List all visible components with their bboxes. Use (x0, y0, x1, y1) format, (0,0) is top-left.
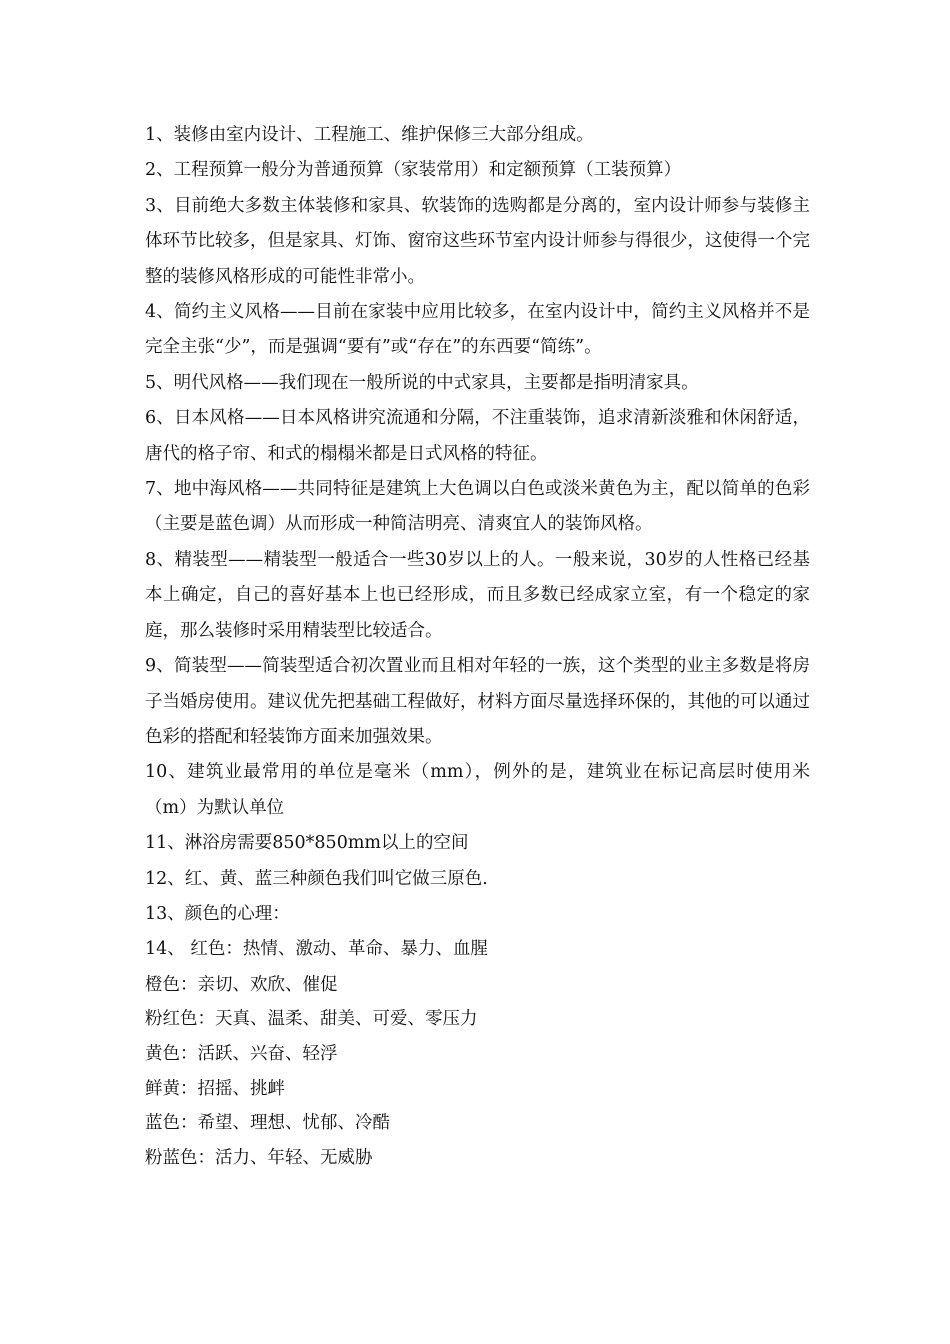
paragraph-14: 14、 红色：热情、激动、革命、暴力、血腥 (145, 939, 488, 960)
paragraph-11: 11、淋浴房需要850*850mm以上的空间 (145, 833, 469, 854)
paragraph-8: 8、精装型——精装型一般适合一些30岁以上的人。一般来说，30岁的人性格已经基本上确定，自己的喜好基本上也已经形成，而且多数已经成家立室，有一个稳定的家庭，那么装修时采用精装型比较适合。 (145, 549, 810, 641)
color-meaning-bright-yellow: 鲜黄：招摇、挑衅 (145, 1078, 285, 1099)
document-body (145, 118, 810, 1175)
color-meaning-yellow: 黄色：活跃、兴奋、轻浮 (145, 1043, 338, 1064)
color-meaning-blue: 蓝色：希望、理想、忧郁、冷酷 (145, 1113, 390, 1134)
color-meaning-pink: 粉红色：天真、温柔、甜美、可爱、零压力 (145, 1009, 478, 1030)
paragraph-3: 3、目前绝大多数主体装修和家具、软装饰的选购都是分离的，室内设计师参与装修主体环节比较多，但是家具、灯饰、窗帘这些环节室内设计师参与得很少，这使得一个完整的装修风格形成的可能性非常小。 (145, 195, 810, 287)
paragraph-10: 10、建筑业最常用的单位是毫米（mm），例外的是，建筑业在标记高层时使用米（m）为默认单位 (145, 762, 810, 818)
paragraph-4: 4、简约主义风格——目前在家装中应用比较多，在室内设计中，简约主义风格并不是完全主张“少”，而是强调“要有”或“存在”的东西要“简练”。 (145, 302, 810, 358)
color-meaning-light-blue: 粉蓝色：活力、年轻、无威胁 (145, 1147, 373, 1168)
paragraph-2: 2、工程预算一般分为普通预算（家装常用）和定额预算（工装预算） (145, 160, 682, 181)
paragraph-6: 6、日本风格——日本风格讲究流通和分隔，不注重装饰，追求清新淡雅和休闲舒适，唐代的格子帘、和式的榻榻米都是日式风格的特征。 (145, 408, 810, 464)
paragraph-7: 7、地中海风格——共同特征是建筑上大色调以白色或淡米黄色为主，配以简单的色彩（主要是蓝色调）从而形成一种简洁明亮、清爽宜人的装饰风格。 (145, 479, 810, 535)
paragraph-9: 9、简装型——简装型适合初次置业而且相对年轻的一族，这个类型的业主多数是将房子当婚房使用。建议优先把基础工程做好，材料方面尽量选择环保的，其他的可以通过色彩的搭配和轻装饰方面来加强效果。 (145, 656, 810, 747)
paragraph-1: 1、装修由室内设计、工程施工、维护保修三大部分组成。 (145, 125, 594, 145)
paragraph-13: 13、颜色的心理： (145, 903, 290, 924)
color-meaning-orange: 橙色：亲切、欢欣、催促 (145, 974, 338, 995)
paragraph-12: 12、红、黄、蓝三种颜色我们叫它做三原色. (145, 868, 488, 889)
paragraph-5: 5、明代风格——我们现在一般所说的中式家具，主要都是指明清家具。 (145, 372, 699, 393)
